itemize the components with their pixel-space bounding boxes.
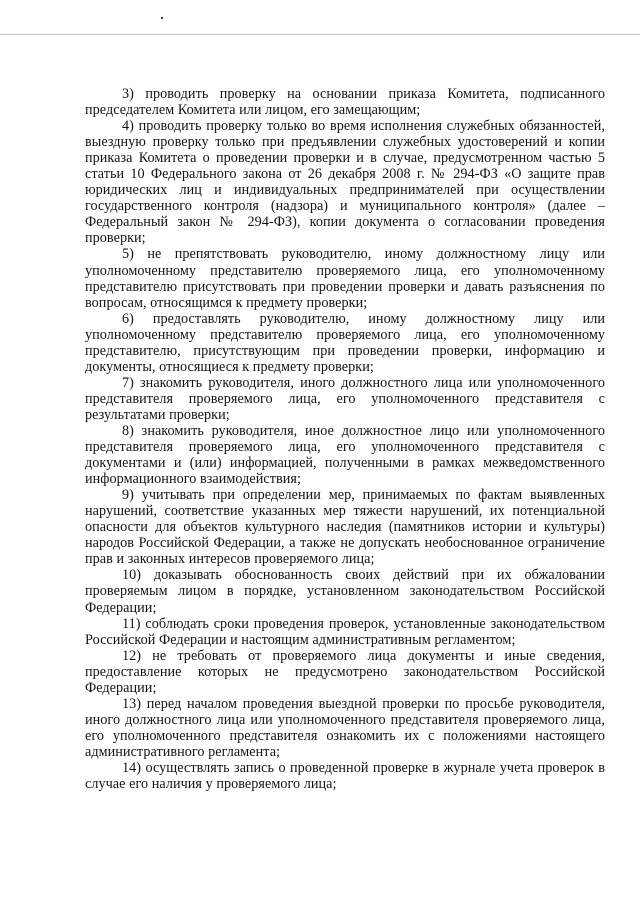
document-body (85, 86, 605, 792)
paragraph-item-11: 11) соблюдать сроки проведения проверок, установленные законодательством Российской Федерации и настоящим административным регламентом; (85, 615, 605, 648)
paragraph-item-9: 9) учитывать при определении мер, принимаемых по фактам выявленных нарушений, соответствие указанных мер тяжести нарушений, их потенциальной опасности для объектов культурного наследия (памятников истории и культуры) народов Российской Федерации, а также не допускать необоснованное ограничение прав и законных интересов проверяемого лица; (85, 487, 605, 568)
paragraph-item-5: 5) не препятствовать руководителю, иному должностному лицу или уполномоченному представителю проверяемого лица, его уполномоченному представителю присутствовать при проведении проверки и давать разъяснения по вопросам, относящимся к предмету проверки; (85, 246, 605, 311)
paragraph-item-8: 8) знакомить руководителя, иное должностное лицо или уполномоченного представителя проверяемого лица, его уполномоченного представителя с документами и (или) информацией, полученными в рамках межведомственного информационного взаимодействия; (85, 422, 605, 488)
scan-artifact-line (0, 34, 640, 35)
paragraph-item-7: 7) знакомить руководителя, иного должностного лица или уполномоченного представителя проверяемого лица, его уполномоченного представителя с результатами проверки; (85, 374, 605, 423)
paragraph-item-14: 14) осуществлять запись о проведенной проверке в журнале учета проверок в случае его наличия у проверяемого лица; (85, 759, 605, 793)
scan-artifact-dot (161, 17, 163, 19)
paragraph-item-6: 6) предоставлять руководителю, иному должностному лицу или уполномоченному представителю проверяемого лица, его уполномоченному представителю, присутствующим при проведении проверки, информацию и документы, относящиеся к предмету проверки; (85, 310, 605, 375)
paragraph-item-4: 4) проводить проверку только во время исполнения служебных обязанностей, выездную проверку только при предъявлении служебных удостоверений и копии приказа Комитета о проведении проверки и в случае, предусмотренном частью 5 статьи 10 Федерального закона от 26 декабря 2008 г. № 294-ФЗ «О защите прав юридических лиц и индивидуальных предпринимателей при осуществлении государственного контроля (надзора) и муниципального контроля» (далее – Федеральный закон № 294-ФЗ), копии документа о согласовании проведения проверки; (85, 118, 605, 247)
paragraph-item-3: 3) проводить проверку на основании приказа Комитета, подписанного председателем Комитета или лицом, его замещающим; (85, 86, 605, 119)
paragraph-item-10: 10) доказывать обоснованность своих действий при их обжаловании проверяемым лицом в порядке, установленном законодательством Российской Федерации; (85, 567, 605, 616)
paragraph-item-13: 13) перед началом проведения выездной проверки по просьбе руководителя, иного должностного лица или уполномоченного представителя проверяемого лица, его уполномоченного представителя ознакомить их с положениями настоящего административного регламента; (85, 695, 605, 760)
paragraph-item-12: 12) не требовать от проверяемого лица документы и иные сведения, предоставление которых не предусмотрено законодательством Российской Федерации; (85, 647, 605, 696)
